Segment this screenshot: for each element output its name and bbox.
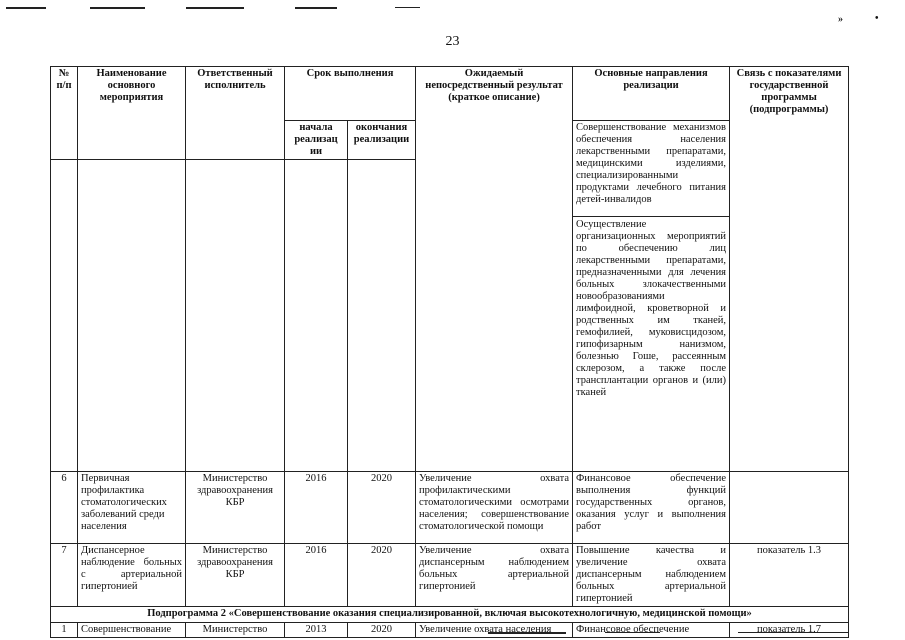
subprogram-title: Подпрограмма 2 «Совершенствование оказания специализированной, включая высокотехнологичную, медицинской помощи» [51, 607, 849, 623]
row-name: Совершенствование [78, 623, 186, 638]
continuation-empty [51, 160, 78, 472]
row-end: 2020 [348, 623, 416, 638]
continuation-direction-2: Осуществление организационных мероприятий по обеспечению лиц лекарственными препаратами, предназначенными для лечения больных злокачественными новообразованиями лимфоидной, кроветворной и родственных им тканей, гемофилией, муковисцидозом, гипофизарным нанизмом, болезнью Гоше, рассеянным склерозом, а также после трансплантации органов и (или) тканей [576, 219, 727, 398]
row-executor: Министерство здравоохранения КБР [186, 544, 285, 607]
row-result: Увеличение охвата профилактическими стоматологическими осмотрами населения; совершенствование стоматологической помощи [416, 472, 573, 544]
table-row [51, 623, 849, 638]
row-end: 2020 [348, 544, 416, 607]
continuation-directions-cell [573, 121, 730, 472]
scan-rule [6, 7, 46, 9]
header-end: окончания реализации [348, 121, 416, 160]
row-num: 7 [51, 544, 78, 607]
scan-rule [738, 632, 848, 633]
header-link: Связь с показателями государственной программы (подпрограммы) [730, 67, 849, 472]
scan-rule [90, 7, 145, 9]
row-executor: Министерство здравоохранения КБР [186, 472, 285, 544]
row-name: Первичная профилактика стоматологических заболеваний среди населения [78, 472, 186, 544]
header-term: Срок выполнения [285, 67, 416, 121]
header-executor: Ответственный исполнитель [186, 67, 285, 160]
row-name: Диспансерное наблюдение больных с артериальной гипертонией [78, 544, 186, 607]
header-num: № п/п [51, 67, 78, 160]
row-start: 2013 [285, 623, 348, 638]
continuation-direction-1: Совершенствование механизмов обеспечения населения лекарственными препаратами, медицинскими изделиями, специализированными продуктами лечебного питания детей-инвалидов [573, 121, 729, 217]
row-result: Увеличение охвата диспансерным наблюдением больных артериальной гипертонией [416, 544, 573, 607]
header-directions: Основные направления реализации [594, 68, 708, 91]
header-result: Ожидаемый непосредственный результат (краткое описание) [416, 67, 573, 472]
row-link [730, 472, 849, 544]
header-name: Наименование основного мероприятия [78, 67, 186, 160]
row-executor: Министерство [186, 623, 285, 638]
continuation-empty [78, 160, 186, 472]
corner-mark: • [875, 13, 879, 24]
continuation-empty [186, 160, 285, 472]
row-end: 2020 [348, 472, 416, 544]
row-result: Увеличение охвата населения [416, 623, 573, 638]
scan-rule [295, 7, 337, 9]
header-directions-cell [573, 67, 730, 121]
program-table [50, 66, 849, 638]
page-number: 23 [445, 34, 460, 49]
row-link: показатель 1.3 [730, 544, 849, 607]
scan-rule [186, 7, 244, 9]
row-directions: Финансовое обеспечение выполнения функций государственных органов, оказания услуг и выполнения работ [573, 472, 730, 544]
continuation-empty [285, 160, 348, 472]
table-row [51, 472, 849, 544]
row-num: 1 [51, 623, 78, 638]
row-num: 6 [51, 472, 78, 544]
row-link: показатель 1.7 [730, 623, 849, 638]
row-start: 2016 [285, 472, 348, 544]
row-start: 2016 [285, 544, 348, 607]
table-row [51, 544, 849, 607]
corner-mark: » [838, 14, 843, 25]
row-directions: Повышение качества и увеличение охвата диспансерным наблюдением больных артериальной гипертонией [573, 544, 730, 607]
header-start: начала реализац ии [285, 121, 348, 160]
scan-rule [605, 632, 660, 633]
continuation-empty [348, 160, 416, 472]
scan-rule [488, 632, 566, 634]
row-directions: Финансовое обеспечение [573, 623, 730, 638]
scan-rule [395, 7, 420, 8]
